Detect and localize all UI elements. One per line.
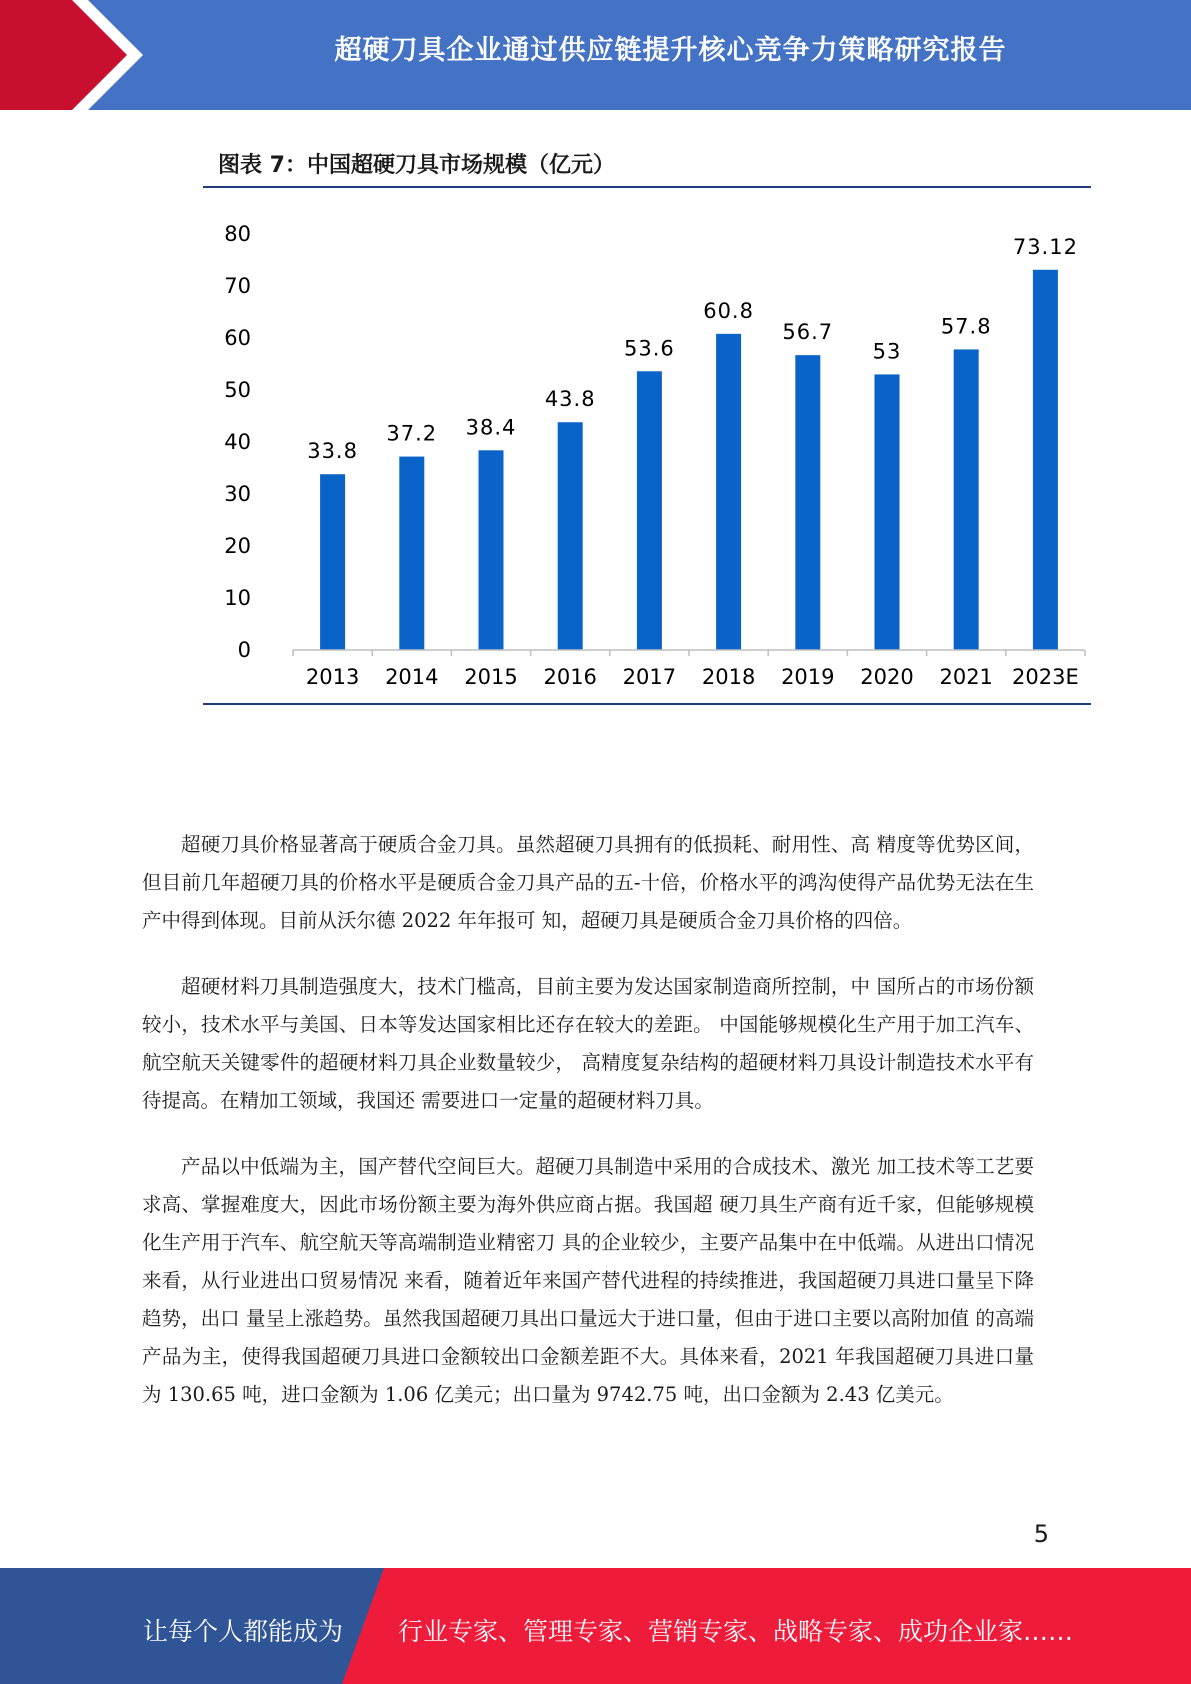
value-label-2021: 57.8 bbox=[940, 314, 992, 339]
y-tick-label-3: 30 bbox=[224, 482, 251, 506]
y-axis-tick-labels bbox=[224, 222, 251, 662]
y-tick-label-5: 50 bbox=[224, 378, 251, 402]
x-tick-label-2016: 2016 bbox=[543, 665, 597, 689]
y-tick-label-8: 80 bbox=[224, 222, 251, 246]
bar-2023E bbox=[1033, 270, 1058, 650]
footer-band bbox=[0, 1568, 1191, 1684]
x-tick-label-2023E: 2023E bbox=[1012, 665, 1079, 689]
value-label-2013: 33.8 bbox=[307, 439, 358, 464]
x-tick-label-2021: 2021 bbox=[939, 665, 993, 689]
x-tick-label-2018: 2018 bbox=[701, 665, 756, 689]
header-band bbox=[0, 0, 1191, 110]
figure-caption: 图表 7：中国超硬刀具市场规模（亿元） bbox=[218, 153, 615, 178]
figure-bottom-rule bbox=[203, 703, 1091, 705]
bar-2014 bbox=[399, 457, 424, 650]
body-text bbox=[142, 826, 1034, 1442]
x-tick-label-2017: 2017 bbox=[622, 665, 677, 689]
footer-slogan-right: 行业专家、管理专家、营销专家、战略专家、成功企业家…… bbox=[398, 1617, 1074, 1646]
bar-2013 bbox=[320, 474, 345, 650]
header-chevron-decoration bbox=[0, 0, 160, 110]
x-tick-label-2014: 2014 bbox=[385, 665, 439, 689]
y-tick-label-6: 60 bbox=[224, 326, 251, 350]
bar-2017 bbox=[637, 371, 662, 650]
market-size-bar-chart bbox=[203, 190, 1091, 700]
x-axis-ticks bbox=[293, 650, 1085, 656]
x-tick-label-2020: 2020 bbox=[860, 665, 914, 689]
value-label-2020: 53 bbox=[872, 339, 902, 364]
x-tick-label-2013: 2013 bbox=[305, 665, 360, 689]
value-label-2014: 37.2 bbox=[386, 421, 438, 446]
report-title: 超硬刀具企业通过供应链提升核心竞争力策略研究报告 bbox=[334, 35, 1007, 66]
value-label-2017: 53.6 bbox=[624, 336, 675, 361]
y-tick-label-0: 0 bbox=[237, 638, 251, 662]
paragraph-technology: 超硬材料刀具制造强度大，技术门槛高，目前主要为发达国家制造商所控制，中 国所占的市场份额较小，技术水平与美国、日本等发达国家相比还存在较大的差距。 中国能够规模化生产用于加工汽车、航空航天关键零件的超硬材料刀具企业数量较少， 高精度复杂结构的超硬材料刀具设计制造技术水平有待提高。在精加工领域，我国还 需要进口一定量的超硬材料刀具。 bbox=[142, 975, 1034, 1112]
value-label-2023E: 73.12 bbox=[1012, 234, 1078, 259]
x-tick-label-2015: 2015 bbox=[464, 665, 518, 689]
page-number: 5 bbox=[1033, 1520, 1049, 1548]
paragraph-substitution: 产品以中低端为主，国产替代空间巨大。超硬刀具制造中采用的合成技术、激光 加工技术等工艺要求高、掌握难度大，因此市场份额主要为海外供应商占据。我国超 硬刀具生产商有近千家，但能够规模化生产用于汽车、航空航天等高端制造业精密刀 具的企业较少，主要产品集中在中低端。从进出口情况来看，从行业进出口贸易情况 来看，随着近年来国产替代进程的持续推进，我国超硬刀具进口量呈下降趋势，出口 量呈上涨趋势。虽然我国超硬刀具出口量远大于进口量，但由于进口主要以高附加值 的高端产品为主，使得我国超硬刀具进口金额较出口金额差距不大。具体来看，2021 年我国超硬刀具进口量为 130.65 吨，进口金额为 1.06 亿美元；出口量为 9742.75 吨，出口金额为 2.43 亿美元。 bbox=[142, 1155, 1034, 1406]
x-tick-label-2019: 2019 bbox=[781, 665, 835, 689]
value-label-2016: 43.8 bbox=[544, 387, 596, 412]
bar-2015 bbox=[479, 450, 504, 650]
bar-2016 bbox=[558, 422, 583, 650]
y-tick-label-4: 40 bbox=[224, 430, 251, 454]
bar-2018 bbox=[716, 334, 741, 650]
figure-top-rule bbox=[203, 186, 1091, 188]
value-label-2015: 38.4 bbox=[465, 415, 517, 440]
paragraph-price: 超硬刀具价格显著高于硬质合金刀具。虽然超硬刀具拥有的低损耗、耐用性、高 精度等优势区间，但目前几年超硬刀具的价格水平是硬质合金刀具产品的五-十倍，价格水平的鸿沟使得产品优势无法在生产中得到体现。目前从沃尔德 2022 年年报可 知，超硬刀具是硬质合金刀具价格的四倍。 bbox=[142, 833, 1034, 932]
value-label-2019: 56.7 bbox=[782, 320, 834, 345]
y-tick-label-2: 20 bbox=[224, 534, 251, 558]
bar-2021 bbox=[954, 349, 979, 650]
x-axis-tick-labels bbox=[306, 665, 1079, 689]
y-tick-label-7: 70 bbox=[224, 274, 251, 298]
footer-slogan-left: 让每个人都能成为 bbox=[143, 1617, 344, 1646]
bar-2020 bbox=[875, 374, 900, 650]
y-tick-label-1: 10 bbox=[224, 586, 251, 610]
value-label-2018: 60.8 bbox=[703, 298, 754, 323]
bar-2019 bbox=[795, 355, 820, 650]
